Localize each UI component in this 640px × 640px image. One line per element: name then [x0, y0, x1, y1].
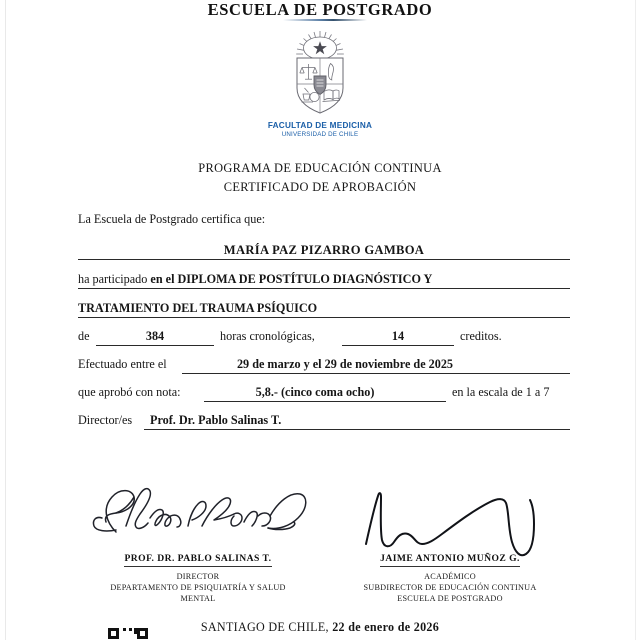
handwritten-signature-icon-left	[72, 470, 324, 548]
signature-role-left-line3: MENTAL	[180, 594, 216, 604]
director-row	[78, 412, 570, 430]
page-header-title: ESCUELA DE POSTGRADO	[207, 0, 433, 19]
credits-label: creditos.	[460, 329, 502, 343]
signature-role-left-line1: DIRECTOR	[176, 572, 220, 581]
participation-line-1	[78, 271, 570, 289]
participation-line-2	[78, 300, 570, 318]
grade-scale-suffix: en la escala de 1 a 7	[452, 385, 550, 399]
period-value: 29 de marzo y el 29 de noviembre de 2025	[236, 357, 454, 371]
grade-underline	[204, 401, 446, 402]
student-name: MARÍA PAZ PIZARRO GAMBOA	[223, 243, 425, 257]
handwritten-signature-icon-right	[324, 470, 576, 548]
director-underline	[144, 429, 570, 430]
period-label: Efectuado entre el	[78, 357, 167, 371]
program-title-line2: CERTIFICADO DE APROBACIÓN	[223, 180, 417, 194]
hours-prefix: de	[78, 329, 90, 343]
program-name-line1: en el DIPLOMA DE POSTÍTULO DIAGNÓSTICO Y	[150, 272, 433, 286]
logo-wordmark	[0, 121, 640, 138]
director-value: Prof. Dr. Pablo Salinas T.	[150, 413, 282, 427]
hours-value: 384	[145, 329, 165, 343]
credits-value: 14	[391, 329, 405, 343]
program-name-line2: TRATAMIENTO DEL TRAUMA PSÍQUICO	[78, 301, 318, 315]
header-divider-rule	[283, 19, 367, 21]
signature-name-left: PROF. DR. PABLO SALINAS T.	[124, 553, 271, 567]
signature-block-left	[72, 470, 324, 605]
intro-text: La Escuela de Postgrado certifica que:	[78, 212, 266, 226]
logo-line-faculty: FACULTAD DE MEDICINA	[267, 121, 373, 130]
grade-label: que aprobó con nota:	[78, 385, 181, 399]
signature-name-right: JAIME ANTONIO MUÑOZ G.	[380, 553, 520, 567]
signature-block-right	[324, 470, 576, 605]
student-name-field	[78, 241, 570, 260]
period-underline	[182, 373, 570, 374]
signature-role-right	[324, 571, 576, 605]
program-title-line1: PROGRAMA DE EDUCACIÓN CONTINUA	[198, 161, 442, 175]
grade-value: 5,8.- (cinco coma ocho)	[255, 385, 375, 399]
hours-underline	[96, 345, 214, 346]
hours-unit-label: horas cronológicas,	[220, 329, 315, 343]
signature-role-left-line2: DEPARTAMENTO DE PSIQUIATRÍA Y SALUD	[110, 583, 286, 593]
logo-line-university: UNIVERSIDAD DE CHILE	[281, 131, 359, 138]
credits-underline	[342, 345, 454, 346]
footer-date: 22 de enero de 2026	[332, 620, 440, 634]
participation-underline-2	[78, 317, 570, 318]
signature-role-left	[72, 571, 324, 605]
hours-credits-row	[78, 328, 570, 346]
certificate-body	[78, 212, 570, 430]
signature-role-right-line3: ESCUELA DE POSTGRADO	[397, 594, 503, 604]
student-name-underline	[78, 259, 570, 260]
signature-role-right-line1: ACADÉMICO	[424, 572, 476, 581]
period-row	[78, 356, 570, 374]
participation-underline-1	[78, 288, 570, 289]
grade-row	[78, 384, 570, 402]
facultad-de-medicina-crest-icon	[289, 28, 351, 120]
footer-place-date	[0, 620, 640, 635]
signature-role-right-line2: SUBDIRECTOR DE EDUCACIÓN CONTINUA	[363, 583, 537, 593]
participation-label: ha participado	[78, 272, 148, 286]
director-label: Director/es	[78, 413, 133, 427]
footer-place: SANTIAGO DE CHILE,	[200, 620, 329, 634]
signature-area	[0, 470, 640, 640]
